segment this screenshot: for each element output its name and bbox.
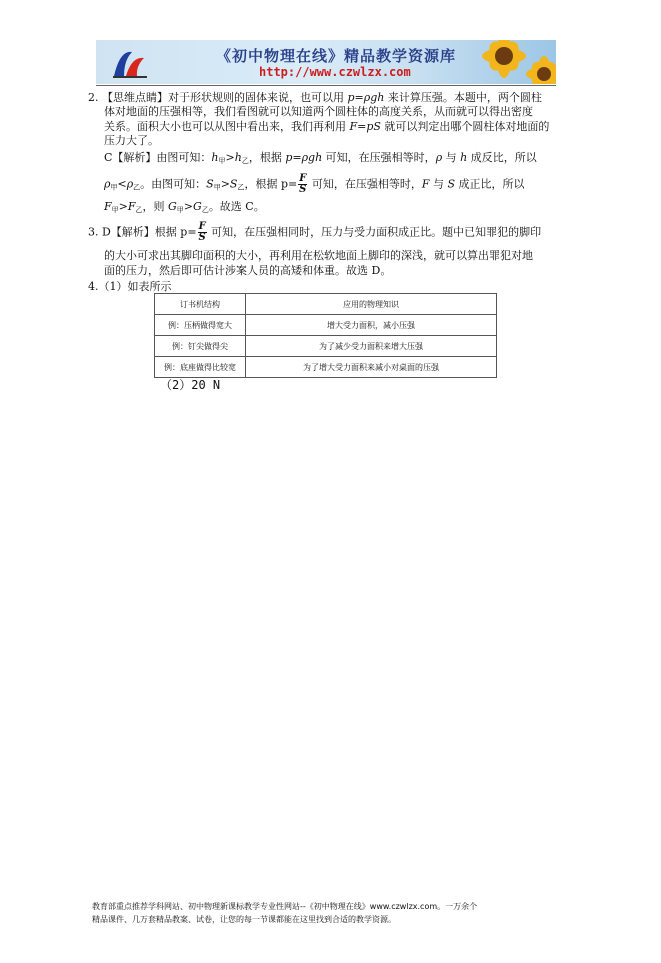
table-cell: 例：底座做得比较宽 — [155, 357, 246, 378]
table-header-cell: 应用的物理知识 — [246, 294, 497, 315]
q2-line-3 — [104, 120, 549, 133]
subscript-yi: 乙 — [135, 206, 143, 214]
formula-pressure-liquid: p=ρgh — [347, 91, 385, 104]
q2-text: 来计算压强。本题中，两个圆柱 — [384, 91, 542, 104]
subscript-yi: 乙 — [241, 157, 249, 165]
symbol-g: G — [193, 200, 202, 213]
subscript-yi: 乙 — [237, 183, 245, 192]
subscript-yi: 乙 — [133, 183, 141, 192]
q3-line-3: 面的压力，然后即可估计涉案人员的高矮和体重。故选 D。 — [104, 264, 392, 277]
symbol-rho: ρ — [435, 151, 443, 164]
q2-text: ，则 — [142, 200, 168, 213]
q3-text: 可知，在压强相同时，压力与受力面积成正比。题中已知罪犯的脚印 — [207, 225, 542, 239]
stapler-table — [154, 293, 497, 378]
symbol-f: F — [421, 177, 430, 191]
subscript-yi: 乙 — [201, 206, 209, 214]
q2-text: ，根据 p= — [244, 177, 298, 191]
q3-line-1 — [88, 222, 541, 243]
q2-line-7 — [104, 200, 265, 217]
q2-text: 可知，在压强相等时， — [308, 177, 422, 191]
site-logo-icon — [110, 46, 150, 80]
symbol-gt: > — [225, 151, 235, 164]
table-cell: 例：钉尖做得尖 — [155, 336, 246, 357]
symbol-lt: < — [117, 177, 127, 191]
symbol-h: h — [211, 151, 219, 164]
fraction-f-over-s — [198, 222, 207, 243]
symbol-g: G — [168, 200, 177, 213]
header-rule — [96, 85, 556, 86]
footer-line-1: 教育部重点推荐学科网站、初中物理新课标教学专业性网站--《初中物理在线》www.czwlzx.com。一万余个 — [92, 902, 478, 911]
table-cell: 例：压柄做得宽大 — [155, 315, 246, 336]
q4-answer-2: （2）20 N — [160, 378, 221, 392]
q2-line-4: 压力大了。 — [104, 134, 159, 147]
q2-text: 与 — [442, 151, 461, 164]
q2-line-2: 体对地面的压强相等，我们看图就可以知道两个圆柱体的高度关系，从而就可以得出密度 — [104, 105, 533, 118]
symbol-f: F — [127, 200, 136, 213]
q3-text: 3. D【解析】根据 p= — [88, 225, 197, 239]
q2-text: 关系。面积大小也可以从图中看出来，我们再利用 — [104, 120, 350, 133]
subscript-jia: 甲 — [218, 157, 226, 165]
symbol-s: S — [229, 177, 238, 191]
symbol-rho: ρ — [126, 177, 134, 191]
table-cell: 增大受力面积，减小压强 — [246, 315, 497, 336]
banner-url: http://www.czwlzx.com — [259, 65, 411, 79]
fraction-denominator: S — [299, 184, 307, 195]
q3-line-2: 的大小可求出其脚印面积的大小，再利用在松软地面上脚印的深浅，就可以算出罪犯对地 — [104, 249, 533, 262]
table-header-cell: 订书机结构 — [155, 294, 246, 315]
sunflower-icon — [474, 40, 556, 84]
q2-line-5 — [104, 151, 537, 168]
fraction-numerator: F — [198, 221, 206, 232]
formula-pressure-liquid: p=ρgh — [285, 151, 323, 164]
symbol-rho: ρ — [104, 177, 111, 191]
symbol-gt: > — [118, 200, 128, 213]
symbol-f: F — [104, 200, 112, 213]
subscript-jia: 甲 — [110, 183, 118, 192]
table-cell: 为了减少受力面积来增大压强 — [246, 336, 497, 357]
q2-text: 。由图可知： — [140, 177, 207, 191]
fraction-denominator: S — [198, 232, 206, 243]
table-header-row — [155, 294, 497, 315]
q4-label: 4.（1）如表所示 — [88, 280, 172, 293]
symbol-gt: > — [220, 177, 230, 191]
table-row — [155, 336, 497, 357]
fraction-numerator: F — [299, 173, 307, 184]
q2-line-1 — [88, 91, 542, 104]
q2-text: 成正比，所以 — [455, 177, 525, 191]
subscript-jia: 甲 — [176, 206, 184, 214]
footer-line-2: 精品课件、几万套精品教案、试卷，让您的每一节课都能在这里找到合适的教学资源。 — [92, 915, 396, 924]
q2-text: 。故选 C。 — [208, 200, 265, 213]
symbol-s: S — [206, 177, 214, 191]
q2-text: ，根据 — [248, 151, 286, 164]
table-row — [155, 357, 497, 378]
q2-text: 就可以判定出哪个圆柱体对地面的 — [380, 120, 550, 133]
q2-text: 可知，在压强相等时， — [322, 151, 436, 164]
q2-line-6 — [104, 174, 525, 195]
symbol-gt: > — [183, 200, 194, 213]
symbol-h: h — [234, 151, 242, 164]
formula-force: F=pS — [349, 120, 381, 133]
q2-text: 与 — [429, 177, 448, 191]
fraction-f-over-s — [298, 174, 307, 195]
header-banner — [96, 40, 556, 84]
subscript-jia: 甲 — [213, 183, 221, 192]
symbol-s: S — [447, 177, 456, 191]
q2-text: 成反比，所以 — [467, 151, 537, 164]
symbol-h: h — [460, 151, 468, 164]
table-row — [155, 315, 497, 336]
table-cell: 为了增大受力面积来减小对桌面的压强 — [246, 357, 497, 378]
q2-text: C【解析】由图可知： — [104, 151, 212, 164]
subscript-jia: 甲 — [111, 206, 119, 214]
q2-text: 2. 【思维点睛】对于形状规则的固体来说，也可以用 — [88, 91, 348, 104]
banner-title: 《初中物理在线》精品教学资源库 — [216, 47, 457, 65]
